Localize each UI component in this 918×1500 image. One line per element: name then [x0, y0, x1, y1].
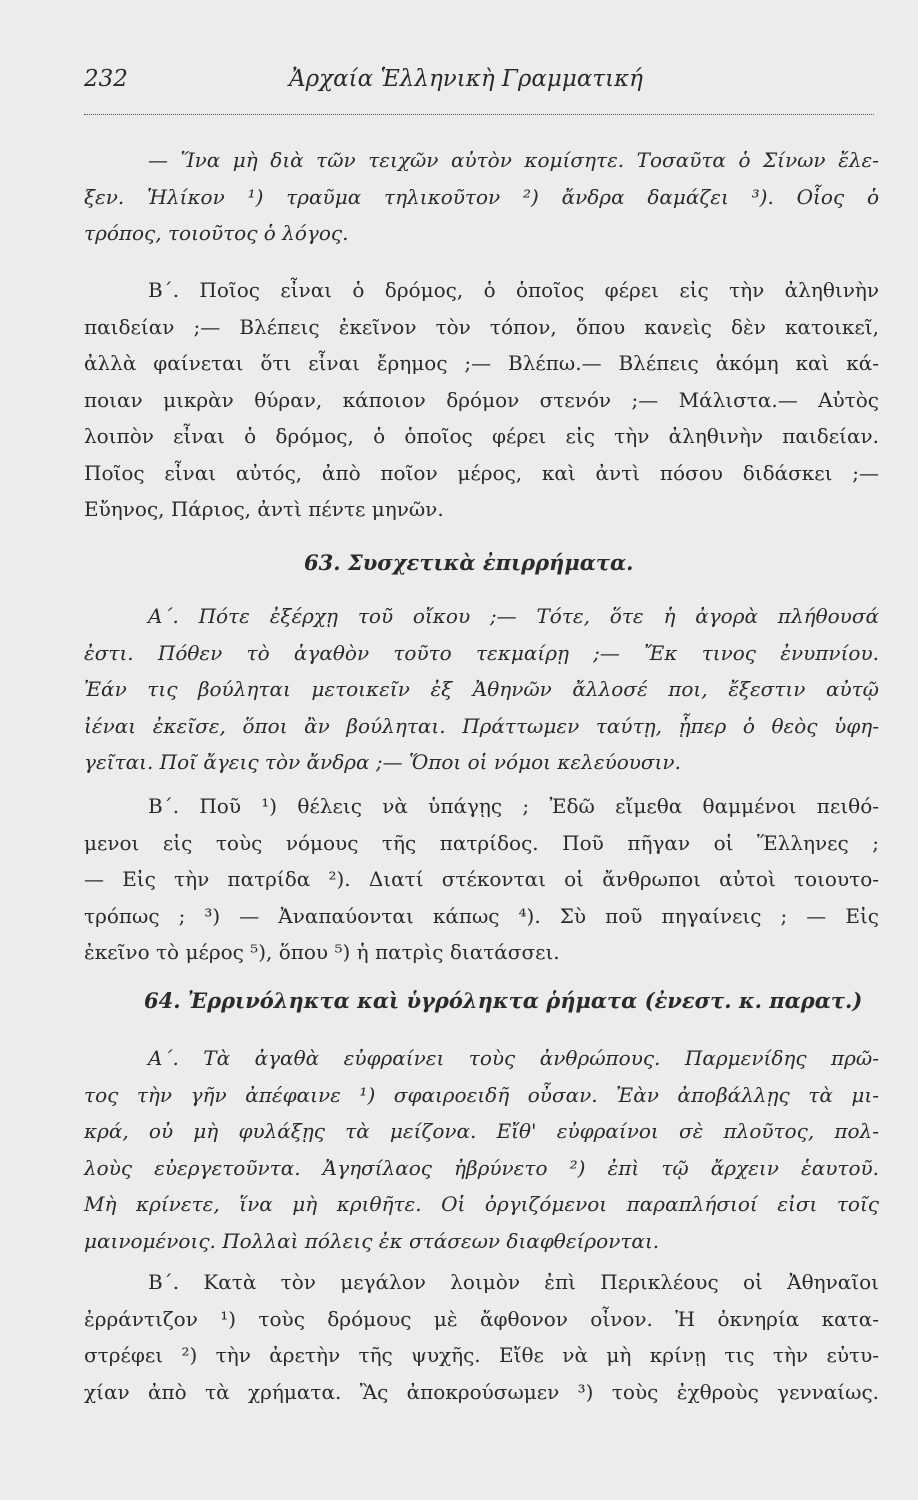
- text-line: Α΄. Τὰ ἀγαθὰ εὐφραίνει τοὺς ἀνθρώπους. Παρμενίδης πρῶ-: [148, 1046, 879, 1070]
- running-title: Ἀρχαία Ἑλληνικὴ Γραμματική: [289, 66, 643, 92]
- page-number: 232: [84, 66, 128, 92]
- text-line: παιδείαν ;— Βλέπεις ἐκεῖνον τὸν τόπον, ὅπου κανεὶς δὲν κατοικεῖ,: [84, 314, 879, 339]
- text-line: ἐστι. Πόθεν τὸ ἀγαθὸν τοῦτο τεκμαίρῃ ;— Ἔκ τινος ἐνυπνίου.: [84, 640, 879, 665]
- section-64-paragraph-b: [84, 1264, 879, 1410]
- text-line: — Ἵνα μὴ διὰ τῶν τειχῶν αὐτὸν κομίσητε. Τοσαῦτα ὁ Σίνων ἔλε-: [148, 148, 879, 172]
- section-63-paragraph-a: [84, 598, 879, 781]
- section-64-heading: 64. Ἐρρινόληκτα καὶ ὑγρόληκτα ῥήματα (ἐνεστ. κ. παρατ.): [144, 988, 863, 1013]
- header-rule: [84, 114, 874, 115]
- text-line: ἐρράντιζον ¹) τοὺς δρόμους μὲ ἄφθονον οἶνον. Ἡ ὀκνηρία κατα-: [84, 1306, 879, 1331]
- text-line: στρέφει ²) τὴν ἀρετὴν τῆς ψυχῆς. Εἴθε νὰ μὴ κρίνῃ τις τὴν εὐτυ-: [84, 1343, 879, 1367]
- text-line: ἰέναι ἐκεῖσε, ὅποι ἂν βούληται. Πράττωμεν ταύτῃ, ᾗπερ ὁ θεὸς ὑφη-: [84, 713, 879, 738]
- page-header: [84, 66, 874, 106]
- text-line: Β΄. Ποῖος εἶναι ὁ δρόμος, ὁ ὁποῖος φέρει εἰς τὴν ἀληθινὴν: [148, 278, 879, 302]
- text-line: τρόπος, τοιοῦτος ὁ λόγος.: [84, 221, 349, 245]
- text-line: κρά, οὐ μὴ φυλάξῃς τὰ μείζονα. Εἴθ' εὐφραίνοι σὲ πλοῦτος, πολ-: [84, 1119, 879, 1143]
- text-line: μαινομένοις. Πολλαὶ πόλεις ἐκ στάσεων διαφθείρονται.: [84, 1228, 660, 1253]
- text-line: Ἐάν τις βούληται μετοικεῖν ἐξ Ἀθηνῶν ἄλλοσέ ποι, ἔξεστιν αὐτῷ: [84, 677, 879, 701]
- text-line: Α΄. Πότε ἐξέρχῃ τοῦ οἴκου ;— Τότε, ὅτε ἡ ἀγορὰ πλήθουσά: [148, 604, 879, 628]
- text-line: λοιπὸν εἶναι ὁ δρόμος, ὁ ὁποῖος φέρει εἰς τὴν ἀληθινὴν παιδείαν.: [84, 424, 879, 448]
- text-line: Β΄. Ποῦ ¹) θέλεις νὰ ὑπάγῃς ; Ἐδῶ εἴμεθα θαμμένοι πειθό-: [148, 794, 879, 818]
- text-line: ξεν. Ἡλίκον ¹) τραῦμα τηλικοῦτον ²) ἄνδρα δαμάζει ³). Οἷος ὁ: [84, 184, 879, 209]
- text-line: ποιαν μικρὰν θύραν, κάποιον δρόμον στενόν ;— Μάλιστα.— Αὐτὸς: [84, 387, 879, 412]
- text-line: τος τὴν γῆν ἀπέφαινε ¹) σφαιροειδῆ οὖσαν. Ἐὰν ἀποβάλλῃς τὰ μι-: [84, 1082, 879, 1107]
- text-line: λοὺς εὐεργετοῦντα. Ἀγησίλαος ἠβρύνετο ²) ἐπὶ τῷ ἄρχειν ἑαυτοῦ.: [84, 1155, 879, 1180]
- text-line: Β΄. Κατὰ τὸν μεγάλον λοιμὸν ἐπὶ Περικλέους οἱ Ἀθηναῖοι: [148, 1270, 879, 1294]
- text-line: ἀλλὰ φαίνεται ὅτι εἶναι ἔρημος ;— Βλέπω.— Βλέπεις ἀκόμη καὶ κά-: [84, 351, 879, 375]
- text-line: Ποῖος εἶναι αὐτός, ἀπὸ ποῖον μέρος, καὶ ἀντὶ πόσου διδάσκει ;—: [84, 460, 879, 485]
- section-64-paragraph-a: [84, 1040, 879, 1259]
- text-line: μενοι εἰς τοὺς νόμους τῆς πατρίδος. Ποῦ πῆγαν οἱ Ἕλληνες ;: [84, 830, 879, 855]
- text-line: ἐκεῖνο τὸ μέρος ⁵), ὅπου ⁵) ἡ πατρὶς διατάσσει.: [84, 940, 560, 964]
- text-line: Εὔηνος, Πάριος, ἀντὶ πέντε μηνῶν.: [84, 497, 444, 521]
- text-line: γεῖται. Ποῖ ἄγεις τὸν ἄνδρα ;— Ὅποι οἱ νόμοι κελεύουσιν.: [84, 750, 681, 774]
- text-line: χίαν ἀπὸ τὰ χρήματα. Ἂς ἀποκρούσωμεν ³) τοὺς ἐχθροὺς γενναίως.: [84, 1379, 879, 1404]
- section-63-paragraph-b: [84, 788, 879, 971]
- paragraph-b1: [84, 272, 879, 528]
- text-line: Μὴ κρίνετε, ἵνα μὴ κριθῆτε. Οἱ ὀργιζόμενοι παραπλήσιοί εἰσι τοῖς: [84, 1192, 879, 1216]
- text-line: τρόπως ; ³) — Ἀναπαύονται κάπως ⁴). Σὺ ποῦ πηγαίνεις ; — Εἰς: [84, 903, 879, 928]
- section-63-heading: 63. Συσχετικὰ ἐπιρρήματα.: [304, 550, 634, 575]
- text-line: — Εἰς τὴν πατρίδα ²). Διατί στέκονται οἱ ἄνθρωποι αὐτοὶ τοιουτο-: [84, 867, 879, 891]
- intro-paragraph: [84, 142, 879, 252]
